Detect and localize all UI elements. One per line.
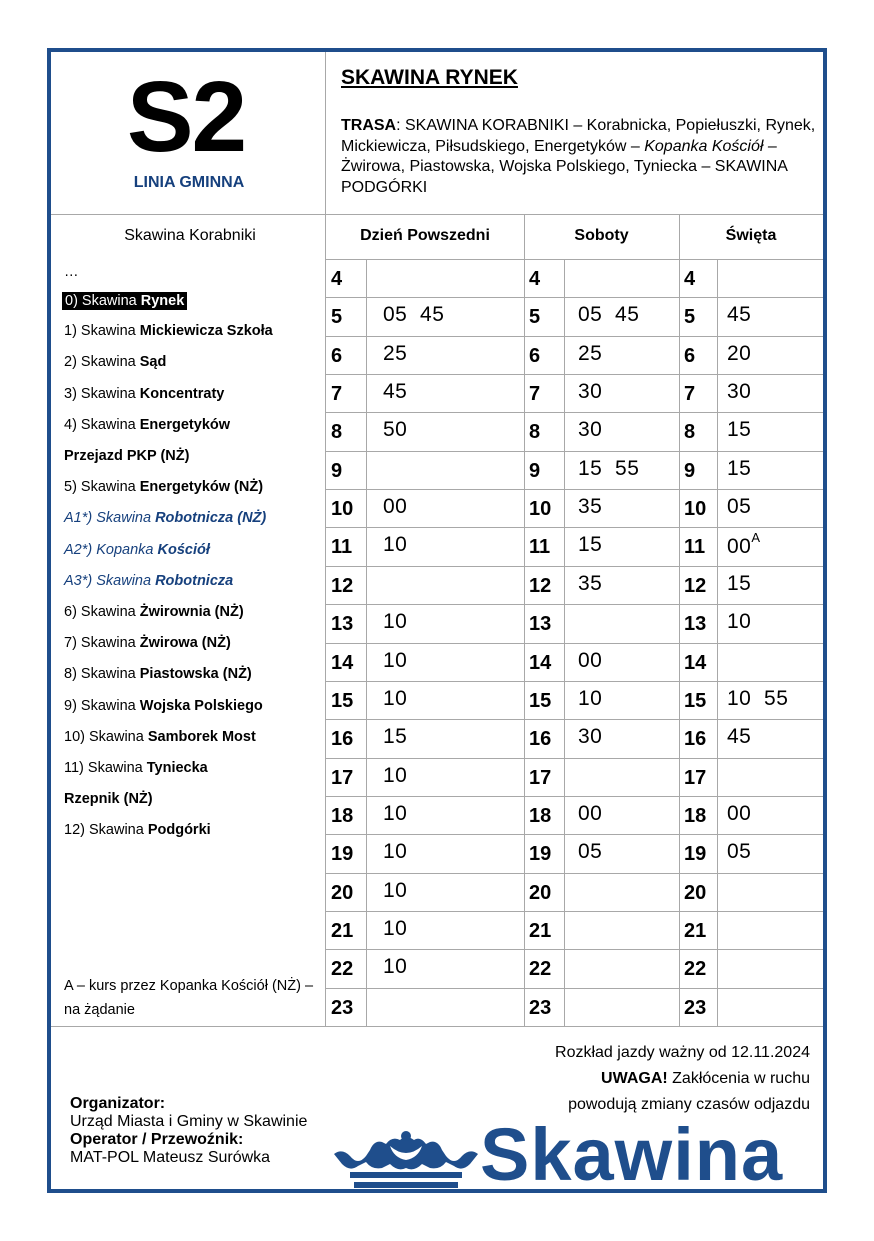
column-line (564, 259, 565, 1026)
minutes-value: 10 (727, 610, 752, 634)
warning-label: UWAGA! (601, 1070, 668, 1087)
hour-saturday-19: 19 (529, 843, 552, 866)
grid-edge-line (325, 259, 823, 260)
minutes-saturday-9 (578, 457, 639, 481)
minutes-value: 20 (727, 341, 752, 365)
minutes-value: 30 (727, 380, 752, 404)
minutes-value: 25 (578, 341, 603, 365)
hour-saturday-10: 10 (529, 498, 552, 521)
hour-weekday-18: 18 (331, 804, 354, 827)
stop-item (64, 386, 224, 402)
stop-item (64, 510, 266, 526)
stop-prefix: … (64, 264, 79, 280)
hour-holiday-5: 5 (684, 306, 696, 329)
hour-saturday-16: 16 (529, 728, 552, 751)
header-divider (325, 52, 326, 214)
stop-item (64, 354, 166, 370)
stop-name: Robotnicza (NŻ) (155, 510, 267, 527)
hour-saturday-6: 6 (529, 344, 541, 367)
hour-holiday-14: 14 (684, 651, 707, 674)
minutes-holiday-5 (727, 303, 751, 327)
saturday-header: Soboty (574, 227, 629, 244)
minutes-value: 45 (727, 303, 752, 327)
row-line (325, 412, 823, 413)
hour-weekday-8: 8 (331, 421, 343, 444)
minutes-weekday-16 (383, 725, 407, 749)
minutes-holiday-11 (727, 530, 761, 559)
minutes-weekday-15 (383, 687, 407, 711)
minutes-value: 30 (578, 418, 603, 442)
logo-text: Skawina (480, 1113, 784, 1196)
hour-saturday-20: 20 (529, 881, 552, 904)
stop-prefix: 1) Skawina (64, 323, 140, 340)
stop-prefix: 11) Skawina (64, 760, 147, 776)
minutes-weekday-17 (383, 764, 407, 788)
route-text-end: – Żwirowa, Piastowska, Wojska Polskiego, Tyniecka – SKAWINA PODGÓRKI (341, 137, 788, 196)
column-line (717, 259, 718, 1026)
stop-item (64, 542, 210, 558)
stop-name: Żwirowa (NŻ) (139, 635, 231, 652)
minutes-weekday-19 (383, 840, 407, 864)
stop-item (64, 698, 263, 714)
stop-item (64, 760, 208, 776)
minutes-saturday-10 (578, 495, 602, 519)
stop-name: Rzepnik (NŻ) (64, 791, 153, 808)
hour-weekday-22: 22 (331, 958, 354, 981)
minutes-saturday-7 (578, 380, 602, 404)
minutes-value: 05 45 (578, 303, 640, 327)
minutes-value: 10 (383, 610, 408, 634)
hour-weekday-13: 13 (331, 613, 354, 636)
hour-holiday-21: 21 (684, 919, 707, 942)
row-line (325, 949, 823, 950)
stop-name: Podgórki (147, 822, 211, 839)
hour-weekday-5: 5 (331, 306, 343, 329)
minutes-weekday-18 (383, 802, 407, 826)
row-line (325, 758, 823, 759)
stop-prefix: A3*) Skawina (64, 572, 156, 589)
hour-weekday-4: 4 (331, 268, 343, 290)
stop-prefix: 4) Skawina (64, 416, 140, 433)
minutes-value: 25 (383, 341, 408, 365)
stop-prefix: A1*) Skawina (64, 510, 156, 527)
minutes-value: 15 (727, 456, 752, 480)
minutes-value: 35 (578, 495, 603, 519)
line-number: S2 (126, 61, 246, 173)
hour-weekday-16: 16 (331, 728, 354, 751)
minutes-value: 00 (383, 495, 408, 519)
stop-name: Energetyków (139, 416, 231, 433)
organizer-block (70, 1095, 307, 1167)
hour-saturday-22: 22 (529, 958, 552, 981)
minutes-weekday-10 (383, 495, 407, 519)
hour-saturday-21: 21 (529, 919, 552, 942)
hour-saturday-5: 5 (529, 306, 541, 329)
hour-saturday-7: 7 (529, 383, 541, 406)
stop-prefix: 8) Skawina (64, 666, 140, 683)
hour-saturday-15: 15 (529, 689, 552, 712)
stop-prefix: 5) Skawina (64, 479, 140, 496)
minutes-value: 15 (383, 725, 408, 749)
hour-holiday-8: 8 (684, 421, 696, 444)
hour-holiday-12: 12 (684, 574, 707, 597)
minutes-value: 10 (383, 955, 408, 979)
row-line (325, 796, 823, 797)
stop-name: Energetyków (NŻ) (139, 479, 264, 496)
stop-item (64, 822, 211, 838)
stop-item (64, 264, 79, 280)
minutes-weekday-6 (383, 342, 407, 366)
row-line (325, 834, 823, 835)
minutes-value: 10 (383, 840, 408, 864)
hour-saturday-12: 12 (529, 574, 552, 597)
validity-info (555, 1040, 810, 1118)
stop-prefix: 0) Skawina (65, 293, 141, 309)
hour-holiday-7: 7 (684, 383, 696, 406)
stop-prefix: A2*) Kopanka (64, 541, 158, 558)
stop-name: Koncentraty (139, 385, 225, 402)
stop-name: Robotnicza (155, 572, 234, 589)
minutes-weekday-11 (383, 533, 407, 557)
row-line (325, 873, 823, 874)
stop-name: Rynek (140, 293, 185, 309)
minutes-value: 35 (578, 571, 603, 595)
stop-item (64, 323, 273, 339)
minutes-value: 00 (578, 801, 603, 825)
minutes-saturday-14 (578, 649, 602, 673)
line-type: LINIA GMINNA (133, 174, 245, 191)
hour-holiday-4: 4 (684, 268, 696, 290)
hour-saturday-14: 14 (529, 651, 552, 674)
minutes-saturday-15 (578, 687, 602, 711)
minutes-value: 00 (727, 801, 752, 825)
minutes-weekday-21 (383, 917, 407, 941)
stop-name: Samborek Most (147, 728, 256, 745)
warning-text-2: powodują zmiany czasów odjazdu (568, 1096, 810, 1113)
minutes-value: 10 (383, 878, 408, 902)
hour-holiday-6: 6 (684, 344, 696, 367)
weekday-header: Dzień Powszedni (360, 227, 490, 244)
stop-prefix: 7) Skawina (64, 635, 140, 652)
hour-saturday-17: 17 (529, 766, 552, 789)
row-line (325, 451, 823, 452)
hour-weekday-7: 7 (331, 383, 343, 406)
minutes-weekday-14 (383, 649, 407, 673)
stop-name: Żwirownia (NŻ) (139, 604, 244, 620)
route-text-italic: Kopanka Kościół (644, 137, 764, 155)
route-text: : SKAWINA KORABNIKI – Korabnicka, Popiełuszki, Rynek, Mickiewicza, Piłsudskiego, Energetyków – (341, 117, 816, 155)
minutes-weekday-8 (383, 418, 407, 442)
minutes-value: 10 (383, 686, 408, 710)
stop-item (64, 666, 252, 682)
hour-weekday-6: 6 (331, 344, 343, 367)
current-stop (62, 292, 187, 310)
hour-weekday-15: 15 (331, 689, 354, 712)
hour-saturday-13: 13 (529, 613, 552, 636)
header-column-line (679, 214, 680, 259)
column-line (524, 259, 525, 1026)
hour-saturday-23: 23 (529, 996, 552, 1019)
minutes-saturday-19 (578, 840, 602, 864)
minutes-holiday-13 (727, 610, 751, 634)
stop-title: SKAWINA RYNEK (341, 66, 518, 89)
minutes-value: 05 45 (383, 303, 445, 327)
stop-prefix: 9) Skawina (64, 697, 140, 714)
stop-name: Wojska Polskiego (139, 697, 263, 714)
minutes-saturday-8 (578, 418, 602, 442)
hour-weekday-11: 11 (331, 536, 353, 559)
header-column-line (524, 214, 525, 259)
minutes-value: 45 (383, 380, 408, 404)
minutes-saturday-5 (578, 303, 639, 327)
hour-holiday-9: 9 (684, 459, 696, 482)
hour-holiday-22: 22 (684, 958, 707, 981)
warning-line (555, 1066, 810, 1092)
minutes-value: 15 (578, 533, 603, 557)
row-line (325, 374, 823, 375)
hour-holiday-17: 17 (684, 766, 707, 789)
minutes-value: 10 (383, 763, 408, 787)
hour-weekday-23: 23 (331, 996, 354, 1019)
row-line (325, 527, 823, 528)
header-column-line (325, 214, 326, 259)
hour-weekday-9: 9 (331, 459, 343, 482)
hour-holiday-20: 20 (684, 881, 707, 904)
warning-text: Zakłócenia w ruchu (667, 1070, 810, 1087)
minutes-value: 45 (727, 725, 752, 749)
stop-item (64, 604, 244, 620)
minutes-holiday-10 (727, 495, 751, 519)
minutes-value: 10 (383, 648, 408, 672)
stop-item (64, 573, 233, 589)
stop-item (64, 791, 153, 807)
minutes-holiday-15 (727, 687, 788, 711)
minutes-value: 30 (578, 380, 603, 404)
stop-prefix: 3) Skawina (64, 385, 140, 402)
route-label: TRASA (341, 117, 397, 134)
row-line (325, 489, 823, 490)
minutes-holiday-8 (727, 418, 751, 442)
stop-name: Tyniecka (146, 760, 208, 776)
minutes-value: 05 (727, 495, 752, 519)
stop-prefix: 12) Skawina (64, 822, 148, 839)
hour-holiday-11: 11 (684, 536, 706, 559)
route-description (341, 116, 821, 198)
minutes-value: 15 55 (578, 456, 640, 480)
stop-prefix: 6) Skawina (64, 604, 140, 620)
hour-holiday-13: 13 (684, 613, 707, 636)
minutes-note-marker: A (751, 530, 761, 546)
stop-name: Kościół (157, 541, 210, 558)
row-line (325, 336, 823, 337)
holiday-header: Święta (725, 227, 777, 244)
row-line (325, 719, 823, 720)
minutes-value: 10 55 (727, 686, 789, 710)
row-line (325, 911, 823, 912)
minutes-holiday-18 (727, 802, 751, 826)
minutes-saturday-18 (578, 802, 602, 826)
minutes-value: 10 (383, 916, 408, 940)
hour-weekday-19: 19 (331, 843, 354, 866)
hour-holiday-16: 16 (684, 728, 707, 751)
minutes-value: 15 (727, 418, 752, 442)
hour-saturday-18: 18 (529, 804, 552, 827)
row-line (325, 297, 823, 298)
hour-weekday-21: 21 (331, 919, 354, 942)
minutes-weekday-20 (383, 879, 407, 903)
minutes-holiday-19 (727, 840, 751, 864)
minutes-value: 00 (727, 535, 752, 559)
stop-prefix: 10) Skawina (64, 728, 148, 745)
minutes-holiday-9 (727, 457, 751, 481)
minutes-value: 05 (578, 840, 603, 864)
grid-edge-line (51, 1026, 823, 1027)
hour-holiday-10: 10 (684, 498, 707, 521)
minutes-saturday-16 (578, 725, 602, 749)
hour-weekday-20: 20 (331, 881, 354, 904)
minutes-weekday-7 (383, 380, 407, 404)
row-line (325, 988, 823, 989)
stop-item (64, 635, 231, 651)
hour-saturday-11: 11 (529, 536, 551, 559)
operator-label: Operator / Przewoźnik: (70, 1131, 244, 1148)
minutes-value: 10 (383, 533, 408, 557)
hour-holiday-18: 18 (684, 804, 707, 827)
minutes-value: 30 (578, 725, 603, 749)
stop-prefix: 2) Skawina (64, 354, 140, 371)
direction-header: Skawina Korabniki (124, 227, 256, 244)
minutes-holiday-7 (727, 380, 751, 404)
minutes-value: 10 (383, 801, 408, 825)
minutes-value: 50 (383, 418, 408, 442)
stop-item (64, 417, 230, 433)
minutes-saturday-11 (578, 533, 602, 557)
stop-item (64, 448, 189, 464)
stop-name: Mickiewicza Szkoła (139, 323, 273, 340)
hour-holiday-23: 23 (684, 996, 707, 1019)
stop-item (64, 479, 263, 495)
minutes-value: 10 (578, 686, 603, 710)
stop-item (64, 729, 256, 745)
column-line (366, 259, 367, 1026)
hour-saturday-9: 9 (529, 459, 541, 482)
organizer-label: Organizator: (70, 1095, 166, 1112)
minutes-holiday-16 (727, 725, 751, 749)
row-line (325, 566, 823, 567)
minutes-weekday-22 (383, 955, 407, 979)
hour-weekday-12: 12 (331, 574, 354, 597)
minutes-weekday-13 (383, 610, 407, 634)
operator-name: MAT-POL Mateusz Surówka (70, 1149, 271, 1166)
stop-name: Sąd (139, 354, 167, 371)
minutes-weekday-5 (383, 303, 444, 327)
column-line (325, 259, 326, 1026)
valid-from: Rozkład jazdy ważny od 12.11.2024 (555, 1044, 810, 1061)
hour-saturday-8: 8 (529, 421, 541, 444)
minutes-saturday-6 (578, 342, 602, 366)
minutes-value: 05 (727, 840, 752, 864)
hour-weekday-10: 10 (331, 498, 354, 521)
organizer-name: Urząd Miasta i Gminy w Skawinie (70, 1113, 308, 1130)
stop-name: Piastowska (NŻ) (139, 666, 252, 683)
hour-saturday-4: 4 (529, 268, 541, 290)
header-bottom-line (51, 214, 823, 215)
row-line (325, 643, 823, 644)
minutes-value: 15 (727, 571, 752, 595)
hour-weekday-14: 14 (331, 651, 354, 674)
row-line (325, 681, 823, 682)
hour-holiday-19: 19 (684, 843, 707, 866)
stop-name: Przejazd PKP (NŻ) (64, 448, 190, 464)
hour-holiday-15: 15 (684, 689, 707, 712)
minutes-holiday-6 (727, 342, 751, 366)
minutes-saturday-12 (578, 572, 602, 596)
column-line (679, 259, 680, 1026)
minutes-value: 00 (578, 648, 603, 672)
hour-weekday-17: 17 (331, 766, 354, 789)
minutes-holiday-12 (727, 572, 751, 596)
row-line (325, 604, 823, 605)
footnote: A – kurs przez Kopanka Kościół (NŻ) – na żądanie (64, 978, 314, 1018)
